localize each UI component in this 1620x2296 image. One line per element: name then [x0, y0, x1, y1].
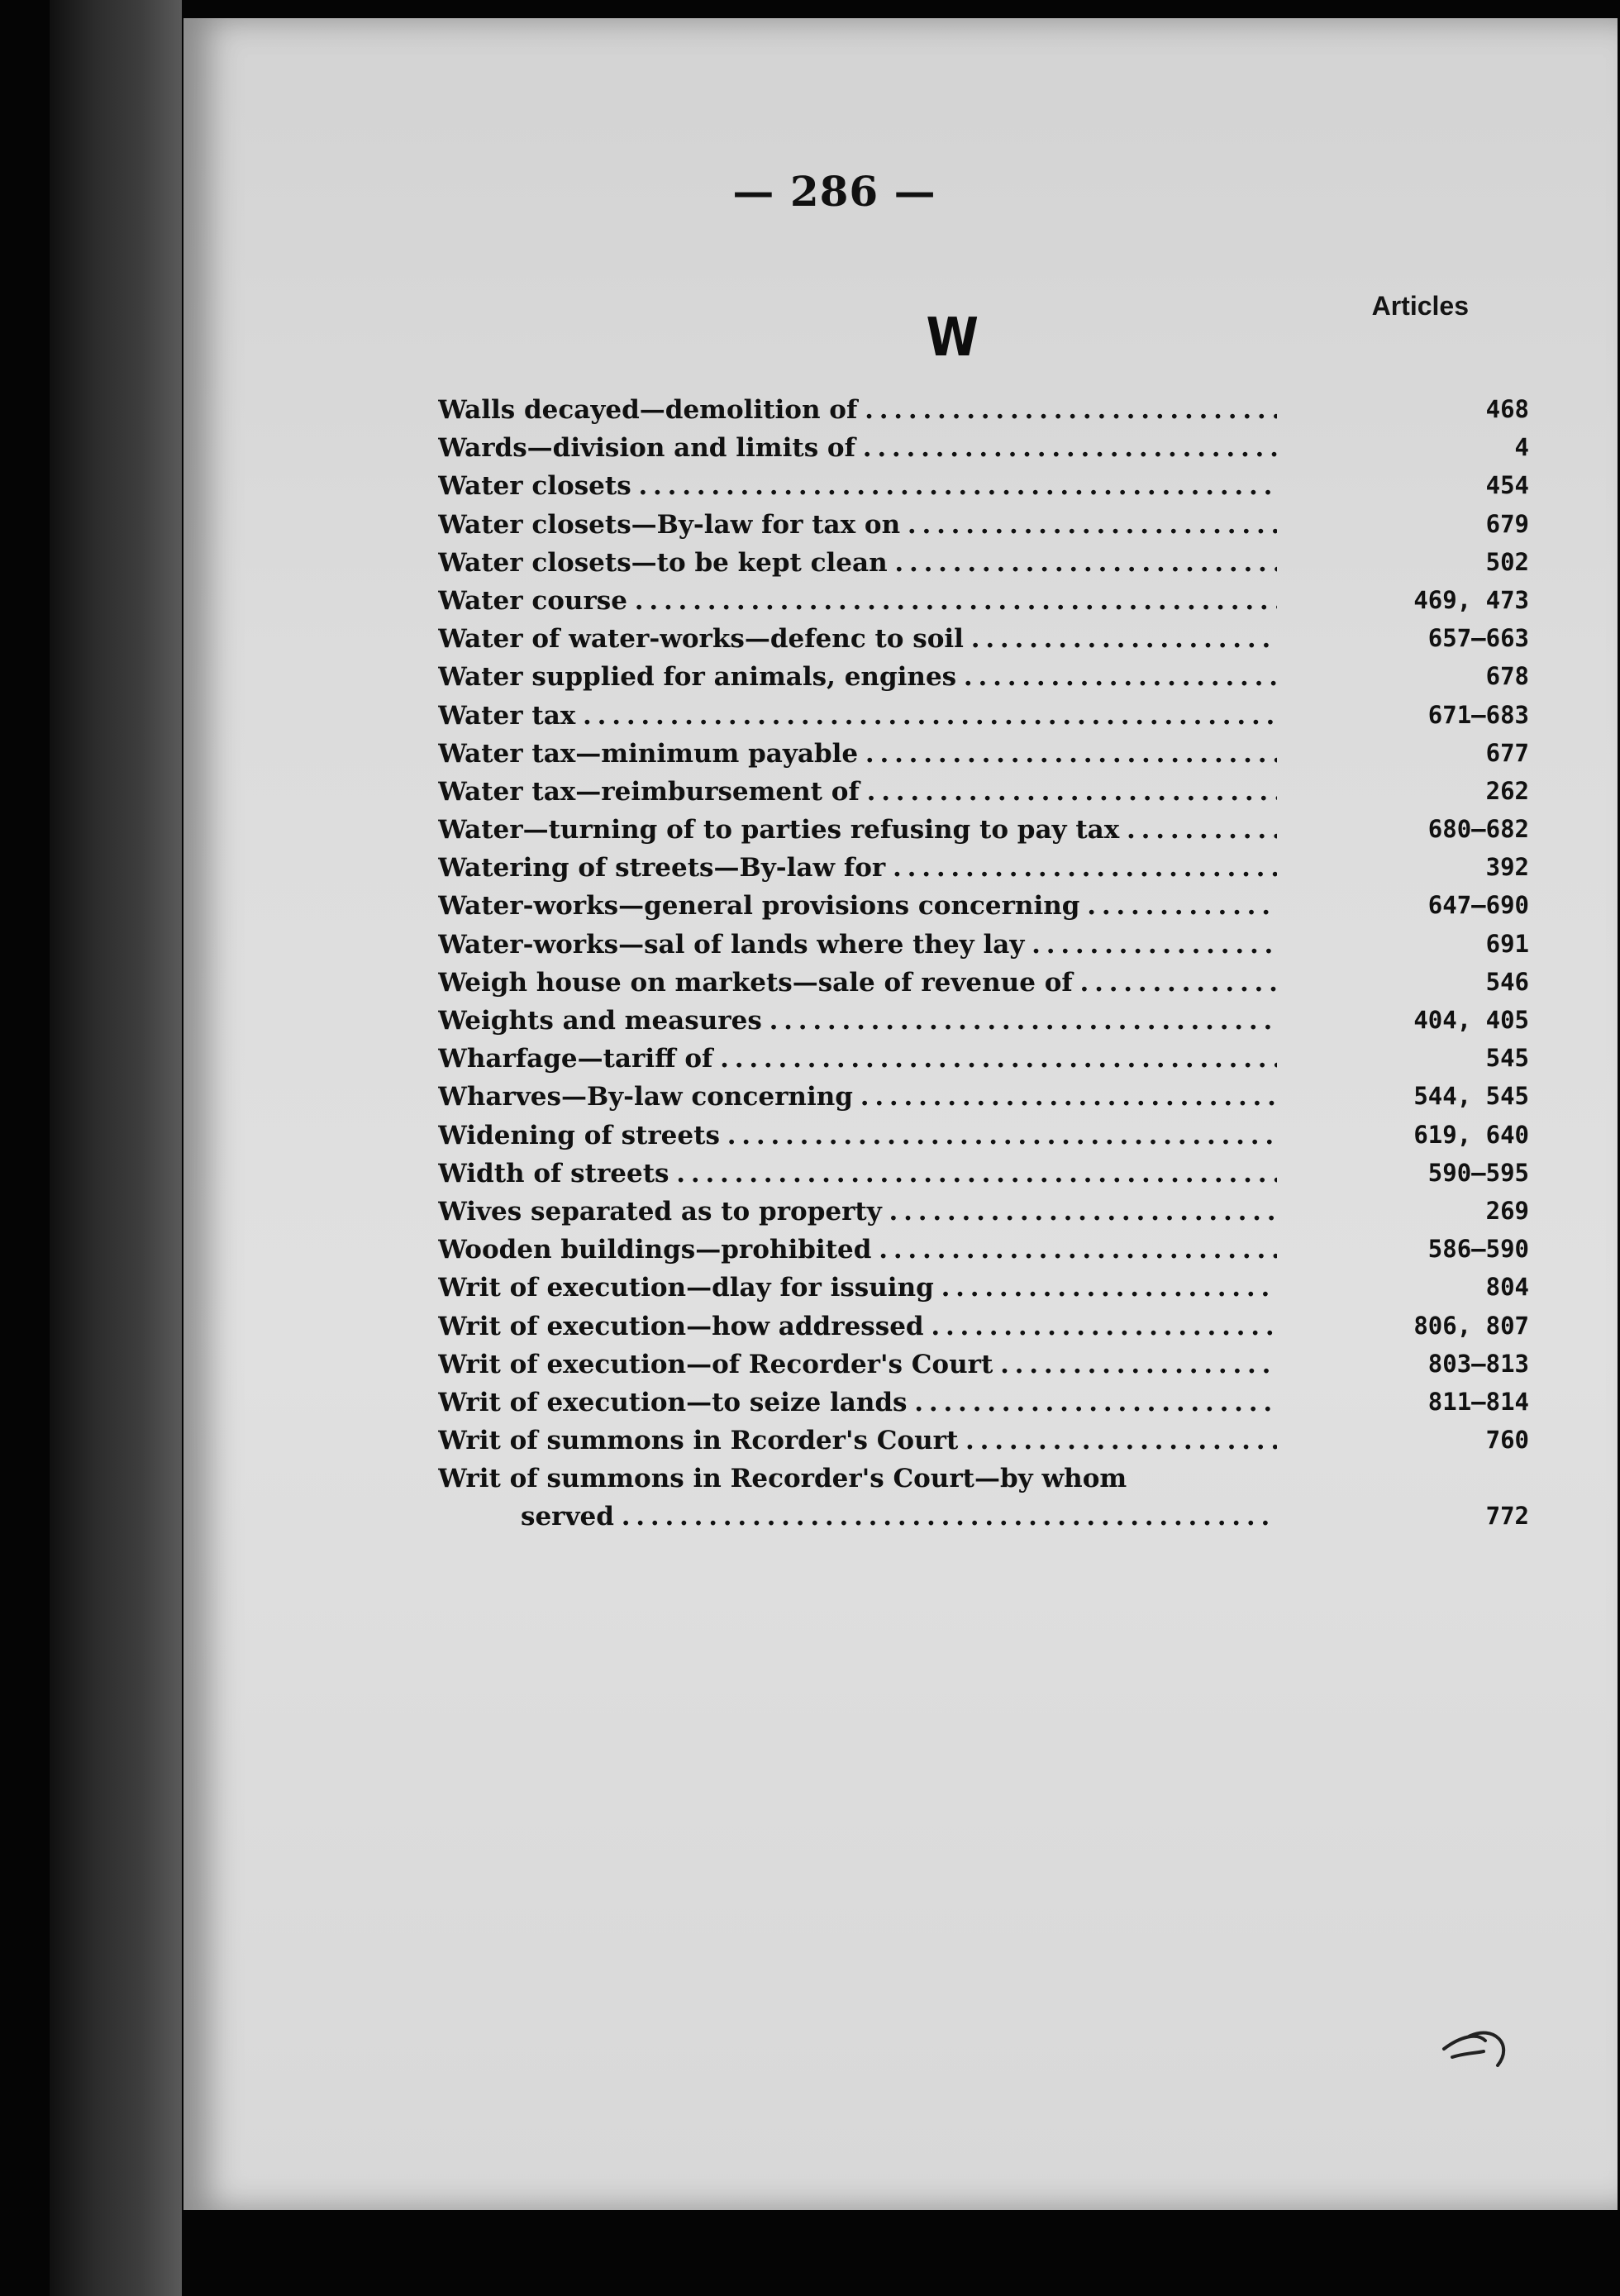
entry-term: Wharfage—tariff of . . . — [438, 1044, 1277, 1074]
entry-articles: 678 — [1485, 662, 1529, 691]
entry-articles: 804 — [1485, 1273, 1529, 1302]
entry-articles: 404, 405 — [1413, 1006, 1529, 1034]
entry-term: Water-works—sal of lands where they lay . . . — [438, 930, 1277, 960]
entry-term: Writ of execution—to seize lands . . . — [438, 1388, 1277, 1417]
entry-term: Water supplied for animals, engines . . . — [438, 662, 1277, 692]
entry-term: Wooden buildings—prohibited . . . — [438, 1235, 1277, 1265]
entry-term: Wharves—By-law concerning . . . — [438, 1082, 1277, 1112]
entry-term: Weights and measures . . . — [438, 1006, 1277, 1036]
entry-term: Writ of execution—dlay for issuing . . . — [438, 1273, 1277, 1303]
index-entry — [438, 965, 1529, 1003]
entry-articles: 657–663 — [1427, 624, 1529, 653]
entry-term: served . . . — [521, 1502, 1277, 1531]
index-entry — [438, 698, 1529, 736]
entry-term: Water tax—reimbursement of . . . — [438, 777, 1277, 807]
entry-term: Water-works—general provisions concerning . . . — [438, 891, 1277, 921]
index-entry — [438, 1079, 1529, 1117]
entry-term: Watering of streets—By-law for . . . — [438, 853, 1277, 883]
index-entry — [438, 736, 1529, 774]
index-entry — [438, 468, 1529, 506]
entry-articles: 677 — [1485, 738, 1529, 767]
entry-term: Wives separated as to property . . . — [438, 1197, 1277, 1227]
pencil-mark-icon — [1436, 2012, 1518, 2078]
index-entry — [438, 1117, 1529, 1155]
entry-term: Water course . . . — [438, 586, 1277, 616]
index-entry — [438, 659, 1529, 697]
index-entry — [438, 1003, 1529, 1041]
entry-term: Water—turning of to parties refusing to pay tax . . . — [438, 815, 1277, 845]
entry-articles: 4 — [1514, 433, 1529, 462]
entry-articles: 679 — [1485, 509, 1529, 538]
entry-term: Writ of execution—of Recorder's Court . . . — [438, 1350, 1277, 1379]
entry-term: Writ of summons in Rcorder's Court . . . — [438, 1426, 1277, 1455]
entry-articles: 811–814 — [1427, 1387, 1529, 1416]
entry-articles: 760 — [1485, 1426, 1529, 1455]
index-entry — [438, 1346, 1529, 1384]
index-entry-continuation — [438, 1498, 1529, 1536]
index-entry — [438, 1384, 1529, 1422]
index-entry — [438, 1308, 1529, 1346]
entry-term: Weigh house on markets—sale of revenue of . . . — [438, 968, 1277, 998]
section-letter: W — [926, 307, 979, 369]
index-entry — [438, 392, 1529, 430]
entry-term: Water of water-works—defenc to soil . . . — [438, 624, 1277, 654]
index-entry — [438, 888, 1529, 926]
index-entry — [438, 1231, 1529, 1269]
index-entry — [438, 430, 1529, 468]
entry-articles: 469, 473 — [1413, 585, 1529, 614]
index-entry — [438, 926, 1529, 965]
index-entry — [438, 583, 1529, 621]
entry-articles: 454 — [1485, 471, 1529, 500]
entry-articles: 691 — [1485, 929, 1529, 958]
entry-articles: 803–813 — [1427, 1349, 1529, 1378]
index-entry — [438, 507, 1529, 545]
index-entry — [438, 1269, 1529, 1308]
index-entry — [438, 545, 1529, 583]
index-entry — [438, 1155, 1529, 1193]
entry-articles: 392 — [1485, 853, 1529, 882]
entry-articles: 806, 807 — [1413, 1311, 1529, 1340]
book-binding-edge — [50, 0, 182, 2296]
index-entry — [438, 1422, 1529, 1460]
index-entry — [438, 774, 1529, 812]
entry-term: Widening of streets . . . — [438, 1121, 1277, 1150]
entry-articles: 590–595 — [1427, 1158, 1529, 1187]
entry-articles: 546 — [1485, 967, 1529, 996]
articles-column-header: Articles — [1371, 291, 1469, 321]
index-entry — [438, 812, 1529, 850]
index-entry — [438, 1193, 1529, 1231]
entry-term: Wards—division and limits of . . . — [438, 433, 1277, 463]
index-entry — [438, 850, 1529, 888]
index-entry — [438, 1041, 1529, 1079]
entry-articles: 586–590 — [1427, 1235, 1529, 1264]
entry-term: Width of streets . . . — [438, 1159, 1277, 1188]
index-entry — [438, 621, 1529, 659]
entry-term: Water tax—minimum payable . . . — [438, 739, 1277, 769]
entry-articles: 468 — [1485, 395, 1529, 423]
entry-articles: 502 — [1485, 547, 1529, 576]
entry-term: Water closets . . . — [438, 471, 1277, 501]
entry-articles: 647–690 — [1427, 891, 1529, 920]
entry-term: Writ of execution—how addressed . . . — [438, 1312, 1277, 1341]
entry-term: Water tax . . . — [438, 701, 1277, 731]
entry-term: Writ of summons in Recorder's Court—by whom — [438, 1464, 1127, 1494]
entry-term: Water closets—By-law for tax on . . . — [438, 510, 1277, 540]
page-number: — 286 — — [732, 167, 936, 216]
entry-articles: 269 — [1485, 1196, 1529, 1225]
index-entry — [438, 1460, 1529, 1498]
entry-articles: 544, 545 — [1413, 1082, 1529, 1111]
entry-articles: 671–683 — [1427, 700, 1529, 729]
entry-articles: 772 — [1485, 1502, 1529, 1531]
index-entries — [438, 392, 1529, 1537]
entry-term: Walls decayed—demolition of . . . — [438, 395, 1277, 425]
entry-articles: 545 — [1485, 1044, 1529, 1073]
entry-term: Water closets—to be kept clean . . . — [438, 548, 1277, 578]
index-page — [183, 18, 1618, 2210]
entry-articles: 619, 640 — [1413, 1120, 1529, 1149]
entry-articles: 680–682 — [1427, 815, 1529, 844]
entry-articles: 262 — [1485, 776, 1529, 805]
